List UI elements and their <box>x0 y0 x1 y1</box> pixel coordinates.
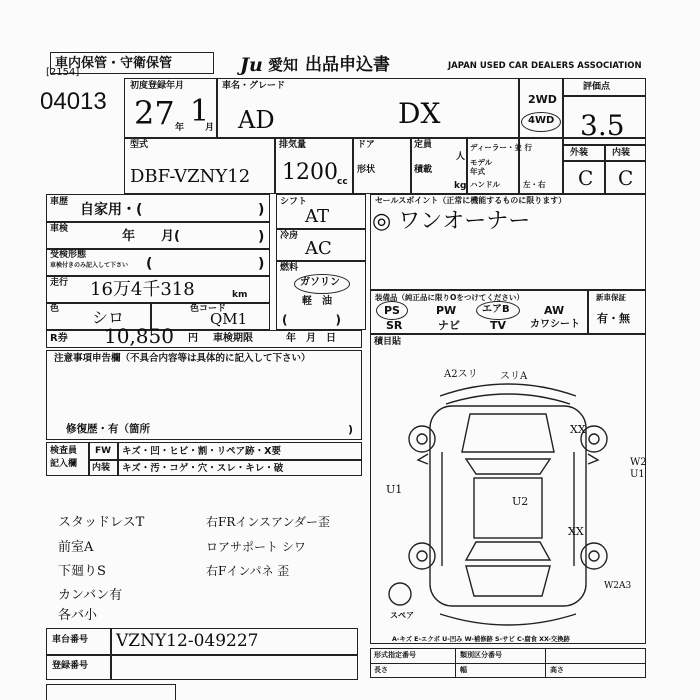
diagram-legend: A-キズ E-エクボ U-凹み W-補修跡 S-サビ C-腐食 XX-交換跡 <box>392 636 570 643</box>
kg-unit: kg <box>454 181 467 191</box>
ju-logo: Ju <box>240 54 263 76</box>
fuel-value: ガソリン <box>300 277 340 288</box>
model-value: DBF-VZNY12 <box>130 166 251 187</box>
equip-aw: AW <box>544 304 565 317</box>
remark-3: 下廻りS <box>58 564 106 579</box>
equip-sr: SR <box>386 319 403 332</box>
remark-2: 前室A <box>58 540 94 555</box>
equip-ps-circle <box>376 301 408 320</box>
load-label: 積載 <box>414 165 433 175</box>
yen-unit: 円 <box>188 333 198 344</box>
shift-label: シフト <box>280 197 308 207</box>
equip-airbag: エアB <box>482 304 510 315</box>
person-unit: 人 <box>456 152 466 162</box>
chassis-label: 車台番号 <box>52 635 89 645</box>
color-code-label: 色コード <box>190 304 227 314</box>
association-name: JAPAN USED CAR DEALERS ASSOCIATION <box>448 61 642 71</box>
history-value: 自家用・( <box>80 202 143 218</box>
color-value: シロ <box>92 308 125 327</box>
spec-label-2: 類別区分番号 <box>460 651 502 659</box>
inspector-label-2: 記入欄 <box>50 459 78 469</box>
diagram-label-front-right: スリA <box>500 371 528 382</box>
first-reg-label: 初度登録年月 <box>130 81 185 91</box>
handle-label: ハンドル <box>470 180 500 189</box>
form-title: 出品申込書 <box>305 55 390 75</box>
inspection-value: 年 月( <box>122 229 180 244</box>
inspection-type-open-paren: ( <box>146 256 153 272</box>
remark-right-1: 右FRインスアンダー歪 <box>206 515 331 529</box>
door-label: ドア <box>357 140 375 150</box>
name-label: 車名・グレード <box>222 81 286 91</box>
sheet-id-small: [2154] <box>46 67 80 78</box>
lot-number: 04013 <box>40 88 107 115</box>
fuel-parens: ( ) <box>282 313 341 327</box>
interior-row-label: 内装 <box>92 463 111 473</box>
mokuji-label: 積目貼 <box>374 337 402 347</box>
drive-4wd: 4WD <box>528 115 555 126</box>
capacity-label: 定員 <box>414 140 433 150</box>
inspection-close-paren: ) <box>258 229 265 245</box>
spare-label: スペア <box>390 611 414 620</box>
fuel-label: 燃料 <box>280 263 299 273</box>
sales-point-value: ◎ ワンオーナー <box>372 209 531 234</box>
equipment-label: 装備品（純正品に限りOをつけてください） <box>375 293 524 302</box>
mileage-value: 16万4千318 <box>90 279 195 300</box>
interior-value: C <box>618 166 634 190</box>
equip-pw: PW <box>436 304 457 317</box>
remark-5: 各バ小 <box>58 608 98 623</box>
equip-tv: TV <box>490 319 507 332</box>
spec-label-5: 高さ <box>550 666 564 674</box>
diagram-label-door-2: U1 <box>630 469 645 480</box>
shape-label: 形状 <box>357 165 376 175</box>
remark-right-2: ロアサポート シワ <box>206 540 306 554</box>
chassis-value: VZNY12-049227 <box>116 631 259 651</box>
equip-ps: PS <box>384 304 400 317</box>
bottom-strip <box>46 684 176 700</box>
light-oil-label: 軽 油 <box>302 296 332 307</box>
month-unit: 月 <box>205 123 215 133</box>
diagram-label-door-1: W2 <box>630 457 647 468</box>
notes-header: 注意事項申告欄（不具合内容等は具体的に記入して下さい） <box>54 353 311 364</box>
mileage-label: 走行 <box>50 278 69 288</box>
drive-2wd: 2WD <box>528 93 557 106</box>
recycle-value: 10,850 <box>104 324 174 348</box>
cc-unit: cc <box>337 177 348 187</box>
score-value: 3.5 <box>580 109 625 142</box>
handle-value: 左・右 <box>523 180 546 189</box>
repair-close-paren: ) <box>348 423 354 436</box>
warranty-value: 有・無 <box>597 312 630 325</box>
diagram-label-left: U1 <box>386 483 403 496</box>
warranty-label: 新車保証 <box>596 293 626 302</box>
car-grade: DX <box>398 97 441 130</box>
model-year-label: モデル 年式 <box>470 158 493 176</box>
car-name: AD <box>238 106 275 134</box>
diagram-label-fender: XX <box>570 423 586 436</box>
equip-airbag-circle <box>476 301 520 320</box>
inspection-label: 車検 <box>50 224 69 234</box>
first-reg-year: 27 <box>134 94 175 132</box>
equip-seat: カワシート <box>530 319 580 330</box>
displacement-value: 1200 <box>282 160 338 185</box>
repair-label: 修復歴・有（箇所 <box>66 423 150 435</box>
inspection-type-close-paren: ) <box>258 256 265 272</box>
reg-label: 登録番号 <box>52 661 89 671</box>
exterior-value: C <box>578 166 594 190</box>
exterior-label: 外装 <box>570 148 589 158</box>
equip-navi: ナビ <box>438 319 460 332</box>
aircon-value: AC <box>305 238 332 259</box>
year-unit: 年 <box>175 123 185 133</box>
diagram-label-rear: XX <box>568 525 584 538</box>
history-close-paren: ) <box>258 202 265 218</box>
history-label: 車歴 <box>50 197 69 207</box>
shift-value: AT <box>305 206 330 227</box>
recycle-label: R券 <box>50 333 68 344</box>
period-label: 車検期限 <box>213 333 253 344</box>
remark-right-3: 右Fインパネ 歪 <box>206 564 290 578</box>
diagram-label-front-left: A2スリ <box>444 369 478 380</box>
remark-4: カンバン有 <box>58 588 123 603</box>
fw-items: キズ・凹・ヒビ・割・リペア跡・X要 <box>122 446 281 457</box>
inspector-label: 検査員 <box>50 446 78 456</box>
fw-label: FW <box>95 446 112 456</box>
sales-point-label: セールスポイント（正常に機能するものに限ります） <box>375 196 567 205</box>
color-code-value: QM1 <box>210 310 248 328</box>
inspection-type-label: 受検形態 <box>50 250 87 260</box>
diagram-label-roof: U2 <box>512 495 529 508</box>
displacement-label: 排気量 <box>279 140 307 150</box>
period-units: 年 月 日 <box>286 333 336 344</box>
interior-label: 内装 <box>612 148 631 158</box>
km-unit: km <box>232 290 248 300</box>
interior-items: キズ・汚・コゲ・穴・スレ・キレ・破 <box>122 463 284 474</box>
diagram-label-rear-corner: W2A3 <box>604 581 632 591</box>
logo-region: 愛知 <box>268 56 299 74</box>
inspection-note: 車検付きのみ記入して下さい <box>50 262 129 269</box>
aircon-label: 冷房 <box>280 231 299 241</box>
first-reg-month: 1 <box>190 94 210 129</box>
storage-label: 車内保管・守衛保管 <box>55 56 173 71</box>
spec-label-4: 幅 <box>460 666 467 674</box>
color-label: 色 <box>50 304 60 314</box>
remark-1: スタッドレスT <box>58 515 145 530</box>
score-label: 評価点 <box>583 82 611 92</box>
spec-label-1: 形式指定番号 <box>374 651 416 659</box>
spec-label-3: 長さ <box>374 666 388 674</box>
dealer-label: ディーラー・並 行 <box>470 143 533 152</box>
model-label: 型式 <box>130 140 149 150</box>
